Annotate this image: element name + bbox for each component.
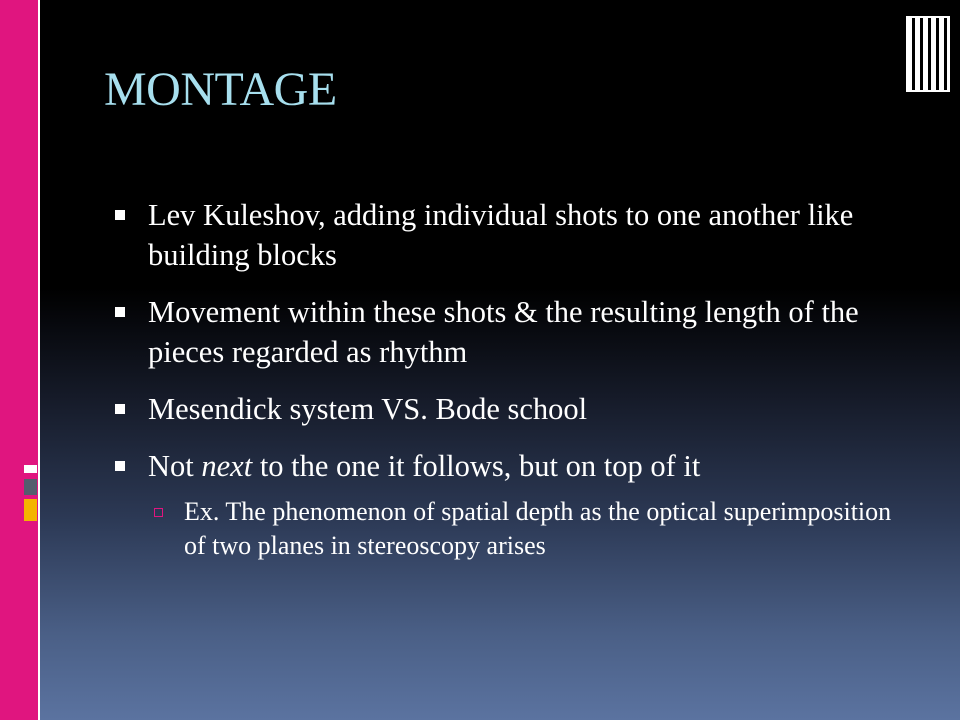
decorative-squares: [24, 465, 42, 525]
bullet-text: Movement within these shots & the resulting length of the pieces regarded as rhythm: [148, 295, 859, 369]
deco-square-white: [24, 465, 37, 473]
folder-stack-icon: [906, 16, 950, 92]
left-accent-bar: [0, 0, 38, 720]
square-bullet-icon: [115, 307, 125, 317]
bullet-item: [112, 195, 912, 275]
bullet-item: [112, 389, 912, 429]
bullet-text: Lev Kuleshov, adding individual shots to one another like building blocks: [148, 198, 854, 272]
square-bullet-icon: [115, 210, 125, 220]
deco-square-gold: [24, 499, 37, 521]
slide-title: MONTAGE: [104, 63, 337, 116]
left-divider-line: [38, 0, 40, 720]
bullet-list: [112, 195, 912, 563]
bullet-item: [112, 292, 912, 372]
hollow-square-bullet-icon: [154, 508, 163, 517]
bullet-text-emphasis: next: [201, 449, 253, 483]
sub-bullet-text: Ex. The phenomenon of spatial depth as the optical superimposition of two planes in stereoscopy arises: [184, 497, 892, 560]
square-bullet-icon: [115, 461, 125, 471]
bullet-text: Mesendick system VS. Bode school: [148, 392, 588, 426]
square-bullet-icon: [115, 404, 125, 414]
bullet-item: [112, 446, 912, 486]
sub-bullet-item: [112, 495, 912, 563]
bullet-text-post: to the one it follows, but on top of it: [252, 449, 701, 483]
bullet-text-pre: Not: [148, 449, 202, 483]
deco-square-gray: [24, 479, 37, 495]
